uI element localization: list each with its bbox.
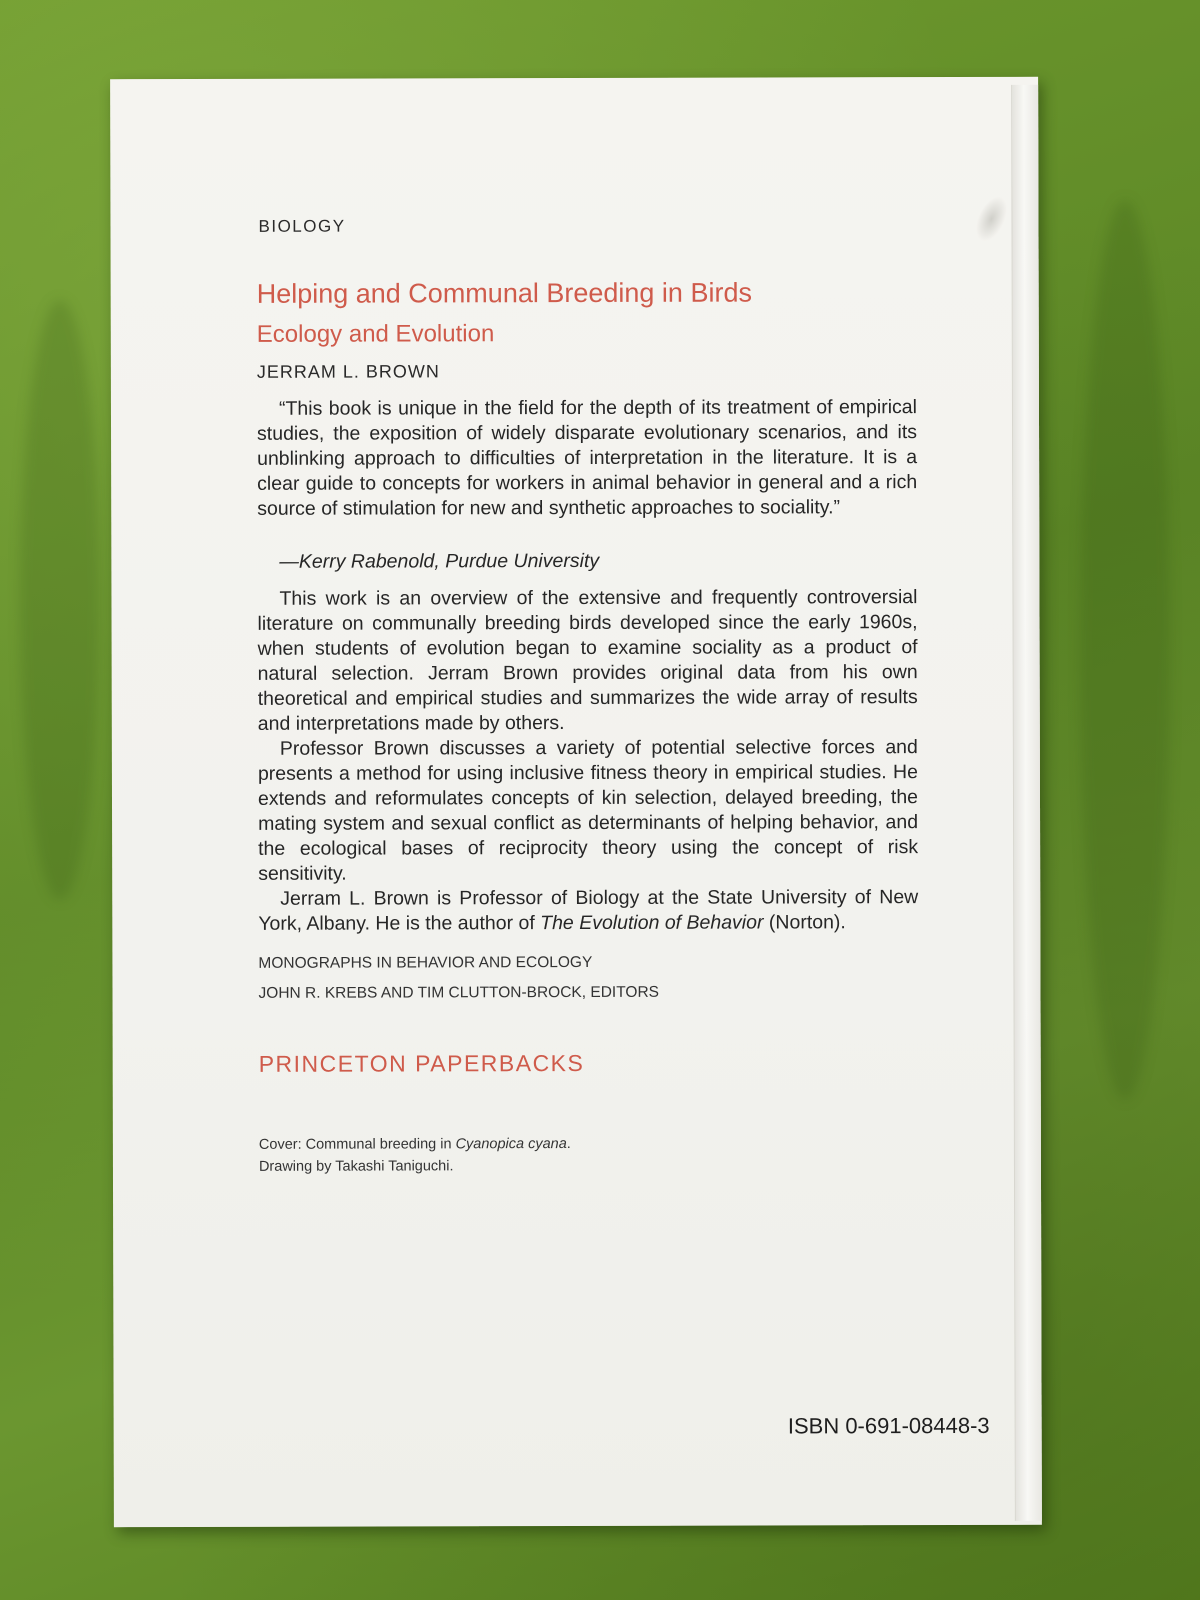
series-info: [258, 948, 659, 1009]
author-bio-text: Jerram L. Brown is Professor of Biology at the State University of New York, Albany. He is the author of: [258, 886, 919, 935]
review-attribution: [279, 550, 599, 574]
cover-credit-prefix: Cover: Communal breeding in: [258, 1136, 456, 1153]
drawing-credit: Drawing by Takashi Taniguchi.: [258, 1158, 454, 1175]
book-author: JERRAM L. BROWN: [256, 361, 440, 382]
description-paragraph-2: Professor Brown discusses a variety of potential selective forces and presents a method for using inclusive fitness theory in empirical studies. He extends and reformulates concepts of kin selection, delayed breeding, the mating system and sexual conflict as determinants of helping behavior, and the ecological bases of reciprocity theory using the concept of risk sensitivity.: [257, 736, 919, 885]
series-editors: JOHN R. KREBS AND TIM CLUTTON-BROCK, EDITORS: [258, 983, 660, 1002]
cloth-fold: [1080, 200, 1170, 1100]
author-previous-book-title: The Evolution of Behavior: [540, 911, 764, 935]
book-title: Helping and Communal Breeding in Birds: [256, 277, 752, 309]
cover-scuff-mark: [970, 192, 1014, 246]
cover-text-block: [256, 77, 919, 1175]
description-paragraph-1: This work is an overview of the extensive and frequently controversial literature on communally breeding birds developed since the early 1960s, when students of evolution began to examine sociality as a product of natural selection. Jerram Brown provides original data from his own theoretical and empirical studies and summarizes the wide array of results and interpretations made by others.: [257, 586, 918, 735]
isbn-number: ISBN 0-691-08448-3: [787, 1412, 990, 1439]
series-name: MONOGRAPHS IN BEHAVIOR AND ECOLOGY: [258, 953, 593, 972]
author-previous-book-publisher: (Norton).: [763, 911, 846, 934]
book-back-cover: [110, 77, 1042, 1527]
book-spine-edge: [1011, 85, 1042, 1521]
cover-credit: [259, 1133, 571, 1178]
publisher-imprint: PRINCETON PAPERBACKS: [258, 1049, 585, 1077]
cloth-fold: [20, 300, 100, 900]
cover-credit-suffix: .: [566, 1136, 571, 1153]
cover-art-credit: [259, 1133, 571, 1156]
review-quote: “This book is unique in the field for the depth of its treatment of empirical studies, the exposition of widely disparate evolutionary scenarios, and its unblinking approach to difficulties of interpretation in the literature. It is a clear guide to concepts for workers in animal behavior in general and a rich source of stimulation for new and synthetic approaches to sociality.”: [257, 396, 918, 520]
subject-category: BIOLOGY: [258, 216, 346, 236]
author-bio-paragraph: [258, 885, 918, 937]
book-subtitle: Ecology and Evolution: [256, 320, 495, 348]
cover-credit-species: Cyanopica cyana: [455, 1136, 567, 1153]
review-attribution-text: —Kerry Rabenold, Purdue University: [279, 549, 600, 573]
